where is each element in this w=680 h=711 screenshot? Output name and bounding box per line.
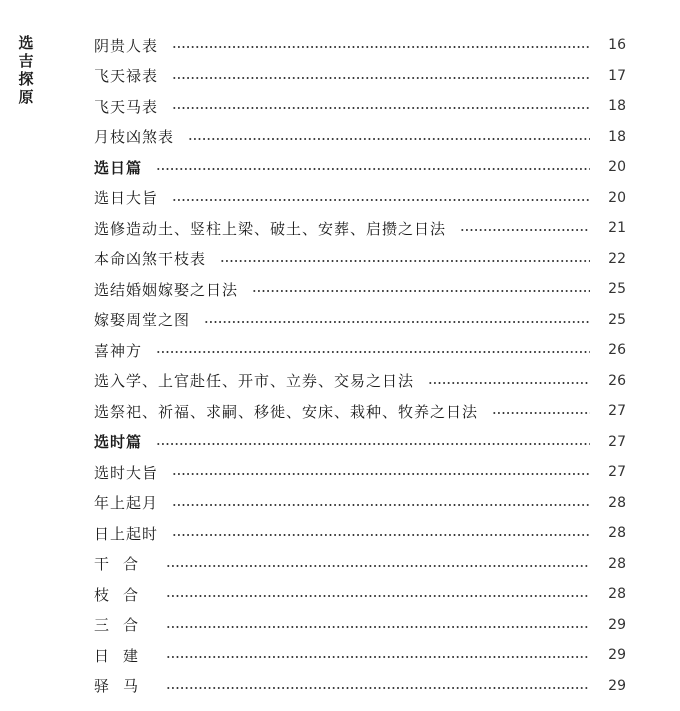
dot-leader [156,168,590,170]
dot-leader [172,77,590,79]
running-head-title [16,34,36,106]
toc-page-number: 18 [608,128,626,145]
toc-page-number: 26 [608,342,626,359]
toc-page-number: 27 [608,464,626,481]
toc-entry-label: 喜神方 [94,341,143,360]
dot-leader [166,626,590,628]
toc-entry-label: 阴贵人表 [94,36,159,55]
toc-entry-label: 月枝凶煞表 [94,128,175,147]
toc-entry-label: 选修造动土、竖柱上梁、破土、安葬、启攒之日法 [94,219,447,238]
dot-leader [172,534,590,536]
toc-entry[interactable] [94,244,626,275]
toc-entry-label: 飞天禄表 [94,67,159,86]
toc-entry-label: 三合 [94,616,153,635]
toc-entry[interactable] [94,640,626,671]
toc-entry-label: 选日大旨 [94,189,159,208]
toc-entry[interactable] [94,579,626,610]
toc-entry-label: 驿马 [94,677,153,696]
toc-entry[interactable] [94,457,626,488]
dot-leader [252,290,590,292]
toc-entry[interactable] [94,213,626,244]
dot-leader [172,473,590,475]
toc-page-number: 28 [608,555,626,572]
dot-leader [156,443,590,445]
toc-page-number: 29 [608,616,626,633]
toc-page-number: 25 [608,311,626,328]
toc-entry-label: 本命凶煞干枝表 [94,250,207,269]
toc-entry-label: 选时篇 [94,433,143,452]
toc-entry[interactable] [94,366,626,397]
toc-entry-label: 日上起时 [94,524,159,543]
dot-leader [166,687,590,689]
dot-leader [220,260,590,262]
running-head-char: 原 [18,88,34,106]
toc-page-number: 26 [608,372,626,389]
dot-leader [492,412,590,414]
toc-entry-label: 日建 [94,646,153,665]
toc-section-heading[interactable] [94,427,626,458]
dot-leader [460,229,590,231]
toc-page-number: 21 [608,220,626,237]
toc-page-number: 20 [608,159,626,176]
dot-leader [204,321,590,323]
toc-page-number: 28 [608,586,626,603]
toc-page-number: 27 [608,403,626,420]
dot-leader [172,46,590,48]
toc-entry-label: 枝合 [94,585,153,604]
dot-leader [156,351,590,353]
toc-entry[interactable] [94,610,626,641]
toc-entry[interactable] [94,335,626,366]
dot-leader [188,138,590,140]
running-head-char: 选 [18,34,34,52]
toc-entry[interactable] [94,274,626,305]
toc-entry-label: 选祭祀、祈福、求嗣、移徙、安床、栽种、牧养之日法 [94,402,479,421]
dot-leader [166,565,590,567]
toc-page-number: 29 [608,647,626,664]
toc-entry[interactable] [94,396,626,427]
dot-leader [166,595,590,597]
toc-entry-label: 干合 [94,555,153,574]
running-head-char: 吉 [18,52,34,70]
toc-entry[interactable] [94,91,626,122]
toc-entry-label: 嫁娶周堂之图 [94,311,191,330]
toc-page-number: 18 [608,98,626,115]
dot-leader [166,656,590,658]
toc-entry[interactable] [94,305,626,336]
toc-entry-label: 选结婚姻嫁娶之日法 [94,280,239,299]
table-of-contents [94,30,626,701]
toc-section-heading[interactable] [94,152,626,183]
toc-page-number: 16 [608,37,626,54]
toc-entry[interactable] [94,518,626,549]
toc-page-number: 22 [608,250,626,267]
toc-entry[interactable] [94,183,626,214]
toc-entry[interactable] [94,549,626,580]
toc-entry[interactable] [94,122,626,153]
toc-entry-label: 年上起月 [94,494,159,513]
dot-leader [172,107,590,109]
toc-entry[interactable] [94,671,626,702]
toc-page-number: 27 [608,433,626,450]
dot-leader [172,504,590,506]
toc-page-number: 20 [608,189,626,206]
toc-entry-label: 选时大旨 [94,463,159,482]
toc-entry-label: 选日篇 [94,158,143,177]
toc-page-number: 25 [608,281,626,298]
toc-entry[interactable] [94,61,626,92]
toc-page-number: 17 [608,67,626,84]
toc-entry-label: 选入学、上官赴任、开市、立券、交易之日法 [94,372,415,391]
dot-leader [172,199,590,201]
toc-page-number: 29 [608,677,626,694]
toc-page-number: 28 [608,494,626,511]
toc-page-number: 28 [608,525,626,542]
toc-entry[interactable] [94,488,626,519]
running-head-char: 探 [18,70,34,88]
toc-entry-label: 飞天马表 [94,97,159,116]
toc-entry[interactable] [94,30,626,61]
dot-leader [428,382,590,384]
